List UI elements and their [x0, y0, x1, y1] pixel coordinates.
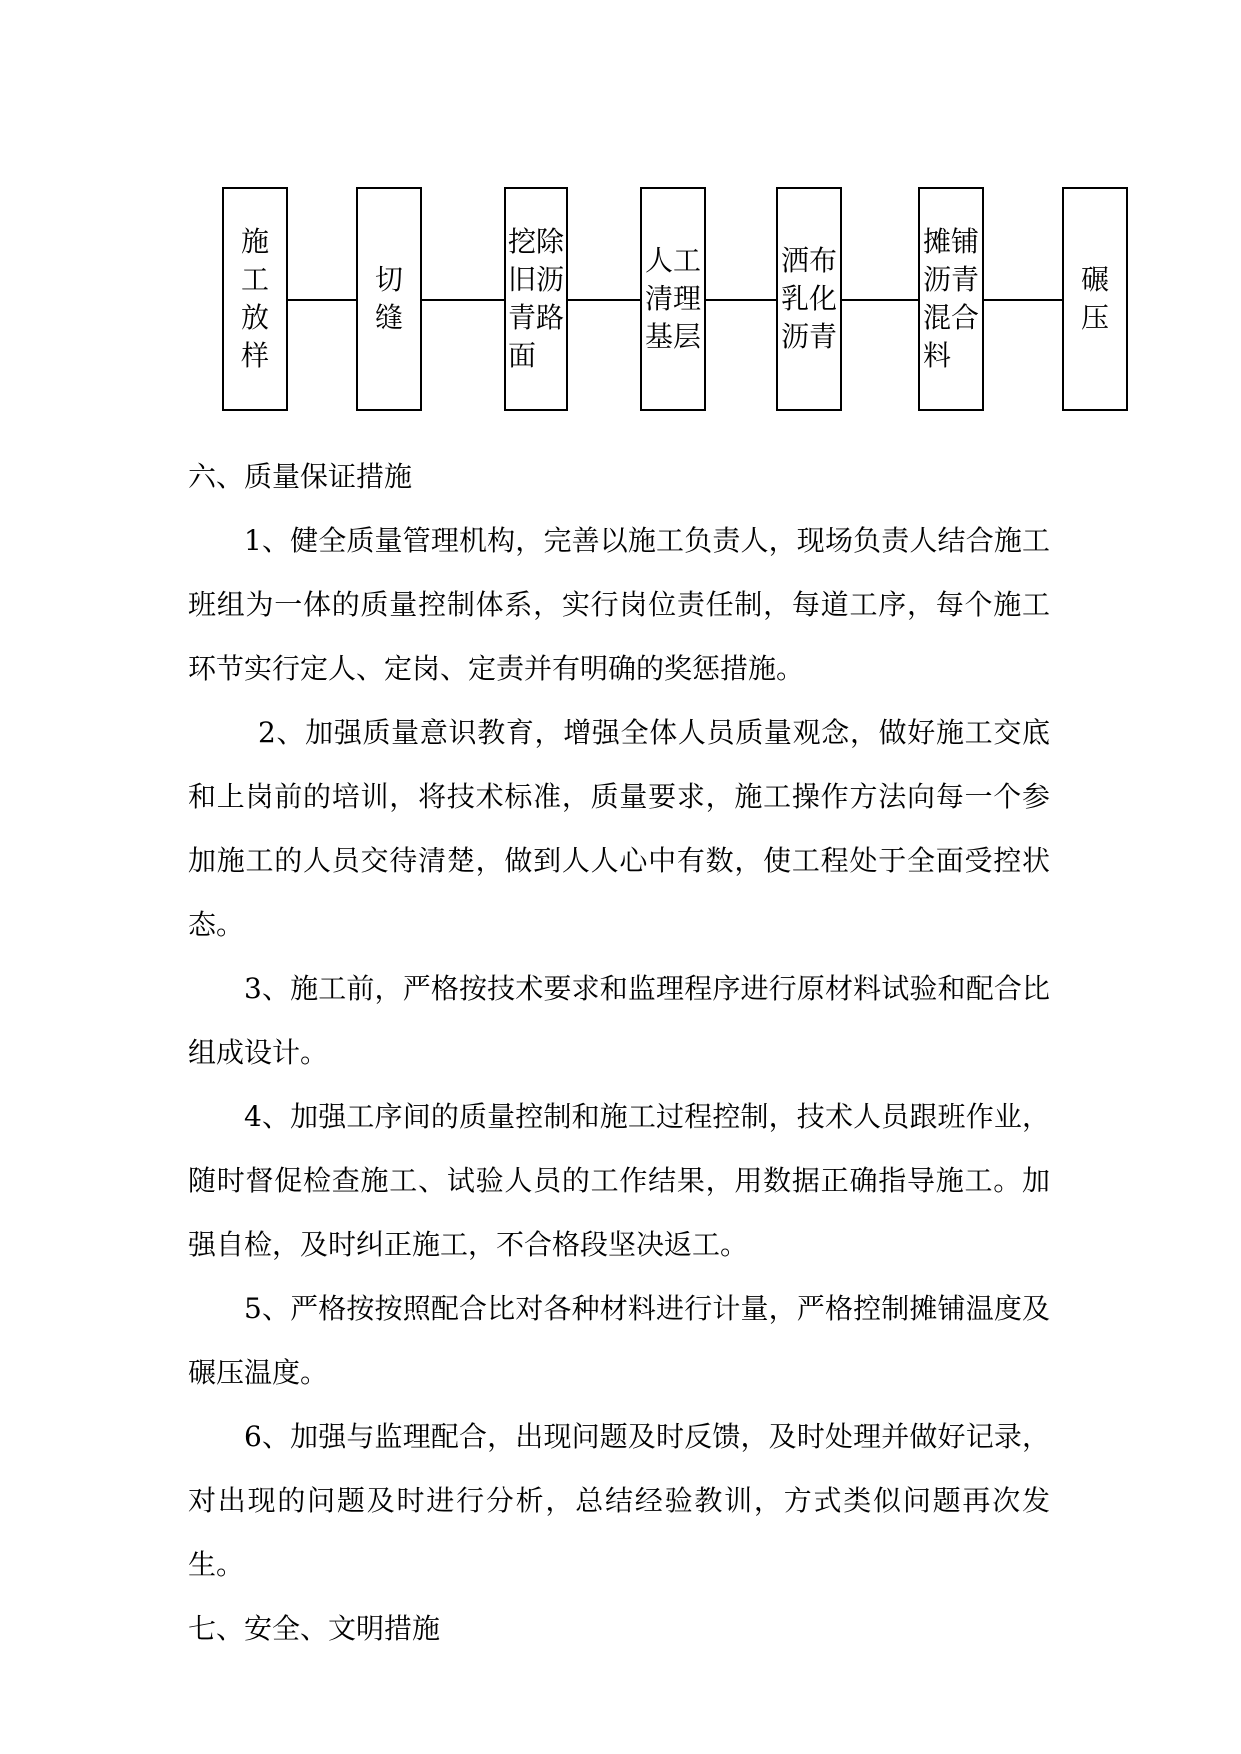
paragraph: 4、加强工序间的质量控制和施工过程控制，技术人员跟班作业，随时督促检查施工、试验人员的工作结果，用数据正确指导施工。加强自检，及时纠正施工，不合格段坚决返工。: [188, 1100, 1050, 1261]
construction-flowchart: [0, 0, 1241, 430]
flow-step-label: 摊铺 沥青 混合 料: [922, 225, 979, 372]
flow-step-box: [776, 187, 842, 411]
flow-connector: [568, 299, 642, 301]
flow-connector: [706, 299, 778, 301]
document-body: [188, 445, 1050, 1661]
flow-step-box: [918, 187, 984, 411]
flow-connector: [288, 299, 358, 301]
flow-step-label: 切 缝: [374, 263, 403, 334]
paragraph: 5、严格按按照配合比对各种材料进行计量，严格控制摊铺温度及碾压温度。: [188, 1292, 1050, 1389]
flow-step-box: [356, 187, 422, 411]
section-heading-quality: 六、质量保证措施: [188, 460, 413, 493]
flow-step-label: 碾 压: [1080, 263, 1109, 334]
flow-connector: [422, 299, 506, 301]
flow-step-box: [222, 187, 288, 411]
flow-step-label: 洒布 乳化 沥青: [780, 244, 837, 353]
section-heading-safety: 七、安全、文明措施: [188, 1612, 441, 1645]
flow-step-box: [504, 187, 568, 411]
flow-connector: [984, 299, 1064, 301]
flow-step-box: [640, 187, 706, 411]
flow-step-label: 挖除 旧沥 青路 面: [507, 225, 564, 372]
paragraph: 1、健全质量管理机构，完善以施工负责人，现场负责人结合施工班组为一体的质量控制体系，实行岗位责任制，每道工序，每个施工环节实行定人、定岗、定责并有明确的奖惩措施。: [188, 524, 1050, 685]
flow-connector: [842, 299, 920, 301]
flow-step-label: 施 工 放 样: [240, 225, 269, 372]
paragraph: 6、加强与监理配合，出现问题及时反馈，及时处理并做好记录，对出现的问题及时进行分析，总结经验教训，方式类似问题再次发生。: [188, 1420, 1050, 1581]
flow-step-label: 人工 清理 基层: [644, 244, 701, 353]
paragraph: 2、加强质量意识教育，增强全体人员质量观念，做好施工交底和上岗前的培训，将技术标准，质量要求，施工操作方法向每一个参加施工的人员交待清楚，做到人人心中有数，使工程处于全面受控状态。: [188, 716, 1050, 941]
paragraph: 3、施工前，严格按技术要求和监理程序进行原材料试验和配合比组成设计。: [188, 972, 1050, 1069]
flow-step-box: [1062, 187, 1128, 411]
